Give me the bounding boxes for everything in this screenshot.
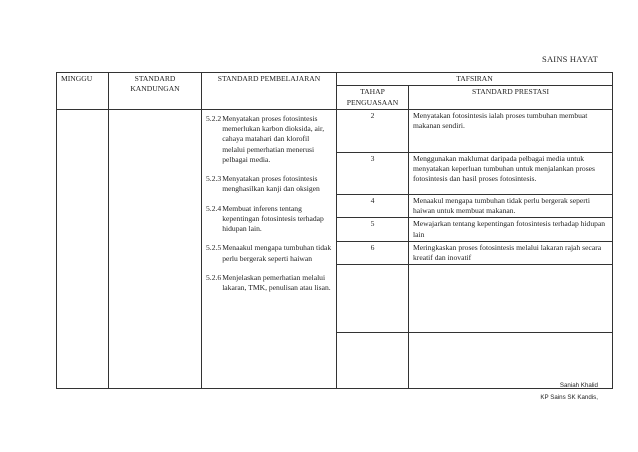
header-standard-prestasi: STANDARD PRESTASI bbox=[409, 86, 613, 110]
sp-text: Menyatakan proses fotosintesis memerlukan karbon dioksida, air, cahaya matahari dan klorofil melalui pemerhatian menerusi pelbagai media. bbox=[222, 113, 325, 164]
signature-block bbox=[540, 380, 598, 404]
sp-number: 5.2.3 bbox=[206, 174, 222, 183]
list-item bbox=[206, 273, 332, 294]
prestasi-cell: Menyatakan fotosintesis ialah proses tumbuhan membuat makanan sendiri. bbox=[409, 109, 613, 152]
signature-position: KP Sains SK Kandis, bbox=[540, 393, 598, 401]
tahap-cell: 2 bbox=[337, 109, 409, 152]
header-tahap-penguasaan: TAHAP PENGUASAAN bbox=[337, 86, 409, 110]
prestasi-table bbox=[56, 72, 613, 389]
pembelajaran-list bbox=[206, 111, 332, 294]
tahap-cell: 6 bbox=[337, 241, 409, 265]
signature-name: Saniah Khalid bbox=[559, 382, 598, 389]
header-tafsiran: TAFSIRAN bbox=[337, 73, 613, 86]
header-standard-kandungan: STANDARD KANDUNGAN bbox=[109, 73, 202, 110]
kandungan-cell bbox=[109, 109, 202, 389]
sp-text: Menaakul mengapa tumbuhan tidak perlu bergerak seperti haiwan bbox=[222, 243, 332, 263]
list-item bbox=[206, 243, 332, 264]
prestasi-cell-empty bbox=[409, 265, 613, 333]
tahap-cell-empty bbox=[337, 333, 409, 389]
tahap-cell: 4 bbox=[337, 194, 409, 218]
sp-text: Membuat inferens tentang kepentingan fotosintesis terhadap hidupan lain. bbox=[222, 203, 324, 233]
list-item bbox=[206, 204, 332, 235]
header-standard-pembelajaran: STANDARD PEMBELAJARAN bbox=[202, 73, 337, 110]
prestasi-cell: Meringkaskan proses fotosintesis melalui lakaran rajah secara kreatif dan inovatif bbox=[409, 241, 613, 265]
prestasi-cell: Menaakul mengapa tumbuhan tidak perlu bergerak seperti haiwan untuk membuat makanan. bbox=[409, 194, 613, 218]
list-item bbox=[206, 114, 332, 165]
sp-text: Menyatakan proses fotosintesis menghasilkan kanji dan oksigen bbox=[222, 174, 320, 194]
tahap-cell: 5 bbox=[337, 218, 409, 242]
sp-number: 5.2.6 bbox=[206, 272, 222, 282]
header-minggu: MINGGU bbox=[57, 73, 109, 110]
pembelajaran-cell bbox=[202, 109, 337, 389]
prestasi-cell: Menggunakan maklumat daripada pelbagai media untuk menyatakan keperluan tumbuhan untuk menjalankan proses fotosintesis dan hasil proses fotosintesis. bbox=[409, 152, 613, 194]
sp-number: 5.2.5 bbox=[206, 243, 222, 253]
sp-number: 5.2.4 bbox=[206, 203, 222, 213]
document-title: SAINS HAYAT bbox=[542, 54, 598, 64]
list-item bbox=[206, 174, 332, 195]
header-row-1 bbox=[57, 73, 613, 86]
minggu-cell bbox=[57, 109, 109, 389]
sp-number: 5.2.2 bbox=[206, 113, 222, 123]
table-row bbox=[57, 109, 613, 152]
prestasi-cell: Mewajarkan tentang kepentingan fotosintesis terhadap hidupan lain bbox=[409, 218, 613, 242]
tahap-cell-empty bbox=[337, 265, 409, 333]
tahap-cell: 3 bbox=[337, 152, 409, 194]
sp-text: Menjelaskan pemerhatian melalui lakaran, TMK, penulisan atau lisan. bbox=[222, 272, 331, 292]
